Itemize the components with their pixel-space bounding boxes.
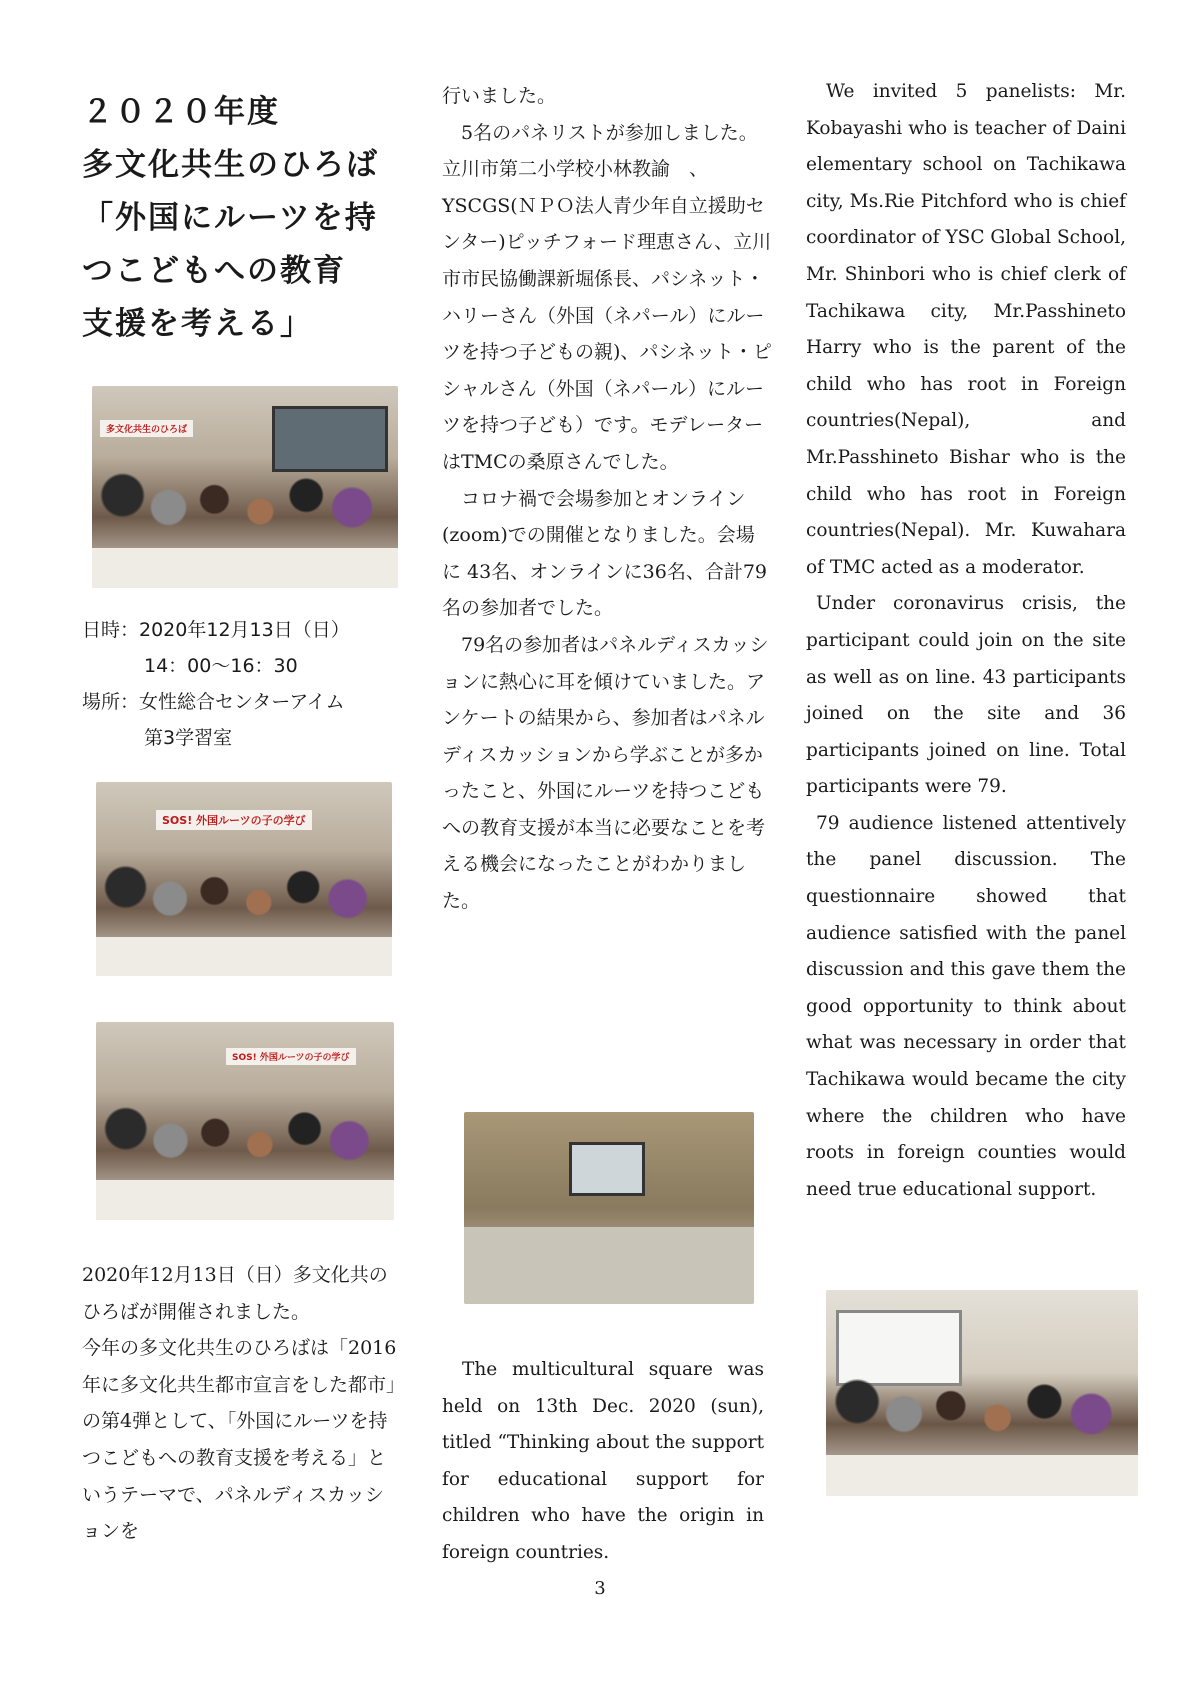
title-line: つこどもへの教育 [82,253,346,289]
event-photo-3 [96,1022,394,1220]
middle-body-text [442,78,772,920]
tables [464,1227,754,1304]
tables [92,548,398,588]
page-number: 3 [594,1578,606,1599]
projector-screen [272,406,388,472]
event-place: 場所：女性総合センターアイム [82,691,345,713]
projector-screen [569,1142,645,1196]
event-date: 日時：2020年12月13日（日） [82,619,350,641]
paragraph: The multicultural square was held on 13th Dec. 2020 (sun), titled “Thinking about the support for educational support for children who have the origin in foreign countries. [442,1359,764,1563]
paragraph: Under coronavirus crisis, the participant could join on the site as well as on line. 43 participants joined on the site and 36 participants joined on line. Total participants were 79. [806,593,1126,798]
audience [826,1377,1138,1459]
middle-english-text [442,1352,764,1572]
event-room: 第3学習室 [144,727,233,749]
paragraph: 行いました。 [442,85,557,107]
paragraph: 5名のパネリストが参加しました。 [442,121,758,144]
paragraph: We invited 5 panelists: Mr. Kobayashi who is teacher of Daini elementary school on Tachikawa city, Ms.Rie Pitchford who is chief coordinator of YSC Global School, Mr. Shinbori who is chief clerk of Tachikawa city, Mr.Passhineto Harry who is the parent of the child who has root in Foreign countries(Nepal), and Mr.Passhineto Bishar who is the child who has root in Foreign countries(Nepal). Mr. Kuwahara of TMC acted as a moderator. [806,81,1126,578]
title-line: 支援を考える」 [82,306,313,342]
audience [96,864,392,942]
page-title [82,86,412,351]
event-photo-4 [464,1112,754,1304]
event-photo-2 [96,782,392,976]
projector-screen [836,1310,962,1386]
paragraph: 今年の多文化共生のひろばは「2016年に多文化共生都市宣言をした都市」の第4弾として、「外国にルーツを持つこどもへの教育支援を考える」というテーマで、パネルディスカッションを [82,1337,397,1543]
left-body-text [82,1257,400,1550]
photo-banner: 多文化共生のひろば [100,420,193,437]
photo-banner: SOS! 外国ルーツの子の学び [226,1048,356,1065]
paragraph: 立川市第二小学校小林教諭 、YSCGS(ＮＰＯ法人青少年自立援助センター)ピッチフォード理恵さん、立川市市民協働課新堀係長、パシネット・ハリーさん（外国（ネパール）にルーツを持つ子どもの親)、パシネット・ピシャルさん（外国（ネパール）にルーツを持つ子ども）です。モデレーターはTMCの桑原さんでした。 [442,158,772,473]
audience [96,1105,394,1184]
title-line: 「外国にルーツを持 [82,200,378,236]
title-line: 多文化共生のひろば [82,147,379,183]
tables [96,1180,394,1220]
event-info [82,612,402,756]
audience [92,471,398,552]
paragraph: 2020年12月13日（日）多文化共のひろばが開催されました。 [82,1264,388,1323]
tables [96,937,392,976]
event-photo-5 [826,1290,1138,1496]
event-photo-1 [92,386,398,588]
paragraph: 79 audience listened attentively the panel discussion. The questionnaire showed that audience satisfied with the panel discussion and this gave them the good opportunity to think about what was necessary in order that Tachikawa would became the city where the children who have roots in foreign counties would need true educational support. [806,812,1126,1200]
tables [826,1455,1138,1496]
paragraph: コロナ禍で会場参加とオンライン(zoom)での開催となりました。会場に 43名、オンラインに36名、合計79名の参加者でした。 [442,487,768,620]
title-line: ２０２０年度 [82,94,280,130]
photo-banner: SOS! 外国ルーツの子の学び [156,810,312,830]
paragraph: 79名の参加者はパネルディスカッションに熱心に耳を傾けていました。アンケートの結果から、参加者はパネルディスカッションから学ぶことが多かったこと、外国にルーツを持つこどもへの教育支援が本当に必要なことを考える機会になったことがわかりました。 [442,633,769,913]
right-body-text [806,74,1126,1208]
event-time: 14：00〜16：30 [144,655,298,677]
